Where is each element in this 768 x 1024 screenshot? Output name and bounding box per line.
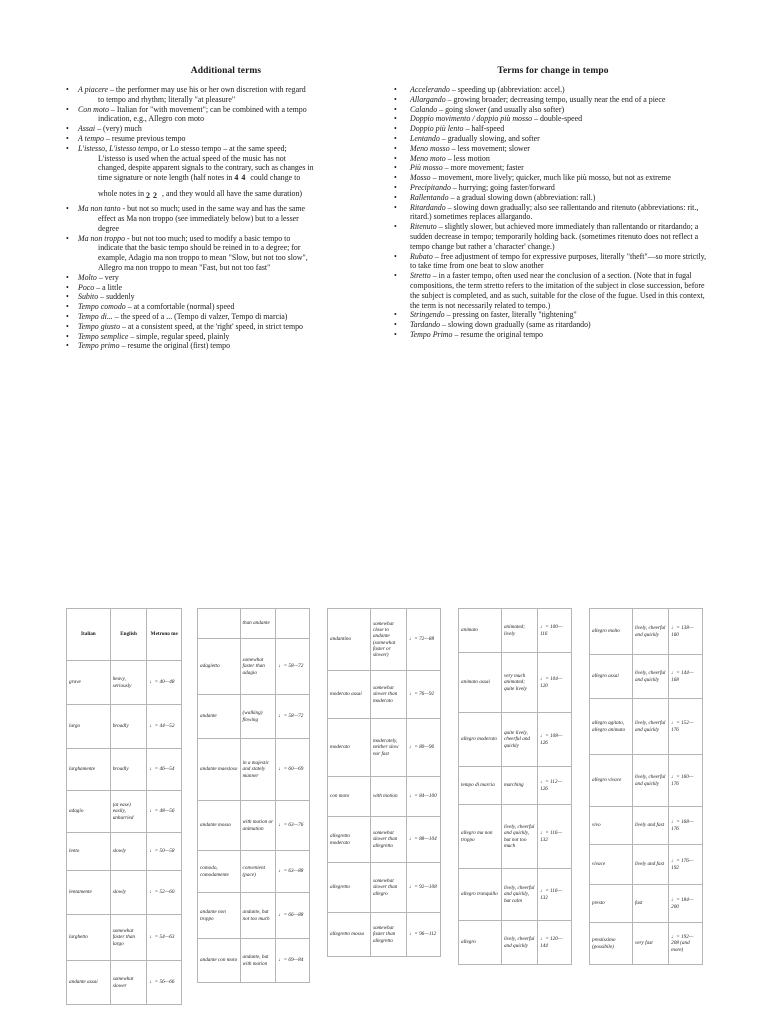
list-item: • Doppio più lento – half-speed: [394, 124, 505, 134]
english-meaning-cell: lively and fast: [632, 845, 668, 885]
table-header-cell: English: [110, 609, 147, 661]
table-row: [590, 699, 703, 755]
table-row: [590, 609, 703, 655]
list-item: • Tempo semplice – simple, regular speed, plainly: [66, 331, 230, 341]
english-meaning-cell: very much animated; quite lively: [501, 653, 537, 713]
italian-term-cell: tempo di marcia: [459, 767, 502, 805]
metronome-cell: ♩= 100—116: [538, 609, 572, 653]
table-row: [198, 851, 310, 893]
list-item: • Rubato – free adjustment of tempo for expressive purposes, literally "theft"—so more strictly, to take time from one beat to slow another: [394, 251, 707, 271]
table-row: [67, 961, 182, 1005]
additional-terms-list: [66, 85, 386, 351]
metronome-cell: ♩= 63—76: [276, 801, 310, 851]
italian-term-cell: andante assai: [67, 961, 111, 1005]
italian-term-cell: [198, 609, 241, 639]
italian-term-cell: allegro tranquillo: [459, 869, 502, 921]
table-header-cell: Italian: [67, 609, 111, 661]
list-item: • A piacere – the performer may use his or her own discretion with regard to tempo and rhythm; literally "at pleasure": [66, 85, 306, 104]
italian-term-cell: animato assai: [459, 653, 502, 713]
table-row: [459, 767, 572, 805]
metronome-cell: ♩= 46—54: [147, 749, 182, 791]
english-meaning-cell: with motion: [370, 777, 406, 817]
metronome-cell: ♩= 84—100: [407, 777, 441, 817]
list-item: • Ritenuto – slightly slower, but achieved more immediately than rallentando or ritardando; a sudden decrease in tempo; temporarily holding back. (sometimes ritenuto does not reflect a tempo change but rather a 'character' change.): [394, 222, 699, 251]
italian-term-cell: larghamente: [67, 749, 111, 791]
table-row: [328, 777, 441, 817]
metronome-cell: ♩= 160—176: [669, 755, 703, 807]
italian-term-cell: lentamente: [67, 871, 111, 915]
list-item: • L'istesso, L'istesso tempo, or Lo stesso tempo – at the same speed; L'istesso is used when the actual speed of the music has not changed, despite apparent signals to the contrary, such as changes in time signature or note length (half notes in 4 4 could change to whole notes in 2 2 , and they would all have the same duration): [66, 143, 314, 201]
additional-terms-heading: Additional terms: [190, 66, 262, 76]
metronome-cell: ♩= 48—56: [147, 791, 182, 833]
metronome-cell: ♩= 58—72: [276, 695, 310, 739]
metronome-cell: ♩= 184—200: [669, 885, 703, 923]
metronome-cell: ♩= 176—192: [669, 845, 703, 885]
english-meaning-cell: lively, cheerful and quickly: [632, 755, 668, 807]
table-row: [590, 655, 703, 699]
italian-term-cell: allegro ma non troppo: [459, 805, 502, 869]
italian-term-cell: vivo: [590, 807, 633, 845]
metronome-cell: ♩= 168—176: [669, 807, 703, 845]
italian-term-cell: allegretto: [328, 863, 371, 913]
table-row: [67, 791, 182, 833]
english-meaning-cell: broadly: [110, 705, 147, 749]
english-meaning-cell: lively, cheerful and quickly, but calm: [501, 869, 537, 921]
italian-term-cell: moderato assai: [328, 671, 371, 719]
list-item: • Doppio movimento / doppio più mosso – double-speed: [394, 114, 583, 124]
italian-term-cell: andantino: [328, 609, 371, 671]
italian-term-cell: larghetto: [67, 915, 111, 961]
metronome-cell: ♩= 116—132: [538, 805, 572, 869]
list-item: • Tempo Primo – resume the original tempo: [394, 329, 543, 339]
list-item: • Tardando – slowing down gradually (same as ritardando): [394, 320, 591, 330]
table-row: [198, 939, 310, 983]
metronome-cell: ♩= 80—96: [407, 719, 441, 777]
metronome-cell: ♩= 144—168: [669, 655, 703, 699]
italian-term-cell: allegretto mosso: [328, 913, 371, 957]
english-meaning-cell: with motion or animation: [240, 801, 276, 851]
list-item: • Con moto – Italian for "with movement"; can be combined with a tempo indication, e.g., Allegro con moto: [66, 104, 307, 124]
table-row: [459, 869, 572, 921]
metronome-cell: ♩= 138—160: [669, 609, 703, 655]
list-item: • Mosso – movement, more lively; quicker, much like più mosso, but not as extreme: [394, 173, 671, 183]
metronome-cell: ♩= 50—58: [147, 833, 182, 871]
list-item: • Meno moto – less motion: [394, 153, 490, 163]
english-meaning-cell: moderately, neither slow nor fast: [370, 719, 406, 777]
table-row: [459, 609, 572, 653]
list-item: • Stretto – in a faster tempo, often used near the conclusion of a section. (Note that in fugal compositions, the term stretto refers to the imitation of the subject in close succession, before the subject is completed, and as such, suitable for the close of the fugue. Used in this context, the term is not necessarily related to tempo.): [394, 271, 705, 310]
list-item: • Rallentando – a gradual slowing down (abbreviation: rall.): [394, 192, 596, 202]
italian-term-cell: allegro assai: [590, 655, 633, 699]
tempo-change-section: [394, 66, 712, 340]
list-item: • Accelerando – speeding up (abbreviation: accel.): [394, 85, 565, 94]
english-meaning-cell: (walking) flowing: [240, 695, 276, 739]
tempo-change-heading: Terms for change in tempo: [497, 66, 609, 76]
metronome-cell: ♩= 76—92: [407, 671, 441, 719]
english-meaning-cell: (at ease) easily, unhurried: [110, 791, 147, 833]
english-meaning-cell: convenient (pace): [240, 851, 276, 893]
metronome-cell: ♩= 92—108: [407, 863, 441, 913]
italian-term-cell: allegro: [459, 921, 502, 965]
italian-term-cell: andante non troppo: [198, 893, 241, 939]
list-item: • Poco – a little: [66, 282, 123, 292]
italian-term-cell: allegretto moderato: [328, 817, 371, 863]
metronome-cell: ♩= 116—132: [538, 869, 572, 921]
table-row: [328, 719, 441, 777]
metronome-cell: ♩= 96—112: [407, 913, 441, 957]
english-meaning-cell: quite lively, cheerful and quickly: [501, 713, 537, 767]
english-meaning-cell: somewhat slower: [110, 961, 147, 1005]
metronome-cell: ♩= 60—69: [276, 739, 310, 801]
english-meaning-cell: fast: [632, 885, 668, 923]
table-row: [67, 915, 182, 961]
metronome-cell: ♩= 44—52: [147, 705, 182, 749]
list-item: • Tempo comodo – at a comfortable (normal) speed: [66, 302, 235, 312]
english-meaning-cell: lively, cheerful and quickly: [632, 609, 668, 655]
english-meaning-cell: than andante: [240, 609, 276, 639]
english-meaning-cell: somewhat slower than allegro: [370, 863, 406, 913]
english-meaning-cell: somewhat slower than moderato: [370, 671, 406, 719]
italian-term-cell: adagio: [67, 791, 111, 833]
english-meaning-cell: very fast: [632, 923, 668, 965]
english-meaning-cell: somewhat close to andante (somewhat faster or slower): [370, 609, 406, 671]
table-row: [590, 845, 703, 885]
tempo-table-1: [66, 608, 182, 1005]
table-row: [590, 755, 703, 807]
english-meaning-cell: somewhat slower than allegretto: [370, 817, 406, 863]
english-meaning-cell: slowly: [110, 833, 147, 871]
table-row: [198, 609, 310, 639]
half-note-fraction: 4 4: [234, 173, 246, 183]
metronome-cell: ♩= 52—60: [147, 871, 182, 915]
metronome-cell: ♩= 58—72: [276, 639, 310, 695]
italian-term-cell: andante mosso: [198, 801, 241, 851]
metronome-cell: ♩= 69—84: [276, 939, 310, 983]
list-item: • Precipitando – hurrying; going faster/forward: [394, 182, 555, 192]
tempo-table-5: [589, 608, 703, 965]
list-item: • Lentando – gradually slowing, and softer: [394, 133, 540, 143]
english-meaning-cell: lively and fast: [632, 807, 668, 845]
list-item: • Stringendo – pressing on faster, literally "tightening": [394, 310, 577, 320]
table-row: [198, 893, 310, 939]
list-item: • Meno mosso – less movement; slower: [394, 143, 530, 153]
table-row: [328, 863, 441, 913]
list-item: • Tempo primo – resume the original (first) tempo: [66, 341, 231, 351]
italian-term-cell: largo: [67, 705, 111, 749]
metronome-cell: ♩= 56—66: [147, 961, 182, 1005]
italian-term-cell: adagietto: [198, 639, 241, 695]
english-meaning-cell: heavy, seriously: [110, 661, 147, 705]
table-row: [198, 801, 310, 851]
list-item: • Tempo di... – the speed of a ... (Tempo di valzer, Tempo di marcia): [66, 311, 288, 321]
metronome-cell: ♩= 72—88: [407, 609, 441, 671]
table-row: [328, 671, 441, 719]
italian-term-cell: moderato: [328, 719, 371, 777]
metronome-cell: ♩= 152—176: [669, 699, 703, 755]
table-row: [198, 695, 310, 739]
metronome-cell: ♩= 104—120: [538, 653, 572, 713]
italian-term-cell: allegro molto: [590, 609, 633, 655]
table-row: [67, 871, 182, 915]
english-meaning-cell: andante, but not too much: [240, 893, 276, 939]
english-meaning-cell: lively, cheerful and quickly: [632, 655, 668, 699]
table-row: [590, 923, 703, 965]
english-meaning-cell: somewhat faster than adagio: [240, 639, 276, 695]
english-meaning-cell: lively, cheerful and quickly, but not too much: [501, 805, 537, 869]
metronome-cell: ♩= 108—126: [538, 713, 572, 767]
metronome-cell: ♩= 54—63: [147, 915, 182, 961]
list-item: • Ritardando – slowing down gradually; also see rallentando and ritenuto (abbreviations: rit., ritard.) sometimes replaces allargando.: [394, 202, 699, 222]
italian-term-cell: vivace: [590, 845, 633, 885]
english-meaning-cell: slowly: [110, 871, 147, 915]
table-row: [67, 705, 182, 749]
tempo-change-list: [394, 85, 712, 340]
table-row: [459, 653, 572, 713]
table-row: [328, 817, 441, 863]
metronome-cell: ♩= 88—104: [407, 817, 441, 863]
english-meaning-cell: marching: [501, 767, 537, 805]
table-row: [67, 661, 182, 705]
table-row: [328, 609, 441, 671]
table-header-row: [67, 609, 182, 661]
table-row: [459, 713, 572, 767]
list-item: • Tempo giusto – at a consistent speed, at the 'right' speed, in strict tempo: [66, 321, 303, 331]
italian-term-cell: allegro agitato, allegro animato: [590, 699, 633, 755]
english-meaning-cell: broadly: [110, 749, 147, 791]
list-item: • Calando – going slower (and usually also softer): [394, 104, 565, 114]
additional-terms-section: [66, 66, 386, 351]
metronome-cell: ♩= 120—144: [538, 921, 572, 965]
italian-term-cell: animato: [459, 609, 502, 653]
italian-term-cell: prestissimo (possibile): [590, 923, 633, 965]
italian-term-cell: comodo, comodamente: [198, 851, 241, 893]
table-row: [459, 805, 572, 869]
list-item: • Assai – (very) much: [66, 124, 142, 134]
metronome-cell: ♩= 66—88: [276, 893, 310, 939]
metronome-cell: ♩= 192—208 (and more): [669, 923, 703, 965]
list-item: • Allargando – growing broader; decreasing tempo, usually near the end of a piece: [394, 94, 666, 104]
list-item: • Più mosso – more movement; faster: [394, 163, 524, 173]
english-meaning-cell: andante, but with motion: [240, 939, 276, 983]
english-meaning-cell: animated; lively: [501, 609, 537, 653]
list-item: • Subito – suddenly: [66, 292, 135, 302]
table-row: [590, 807, 703, 845]
table-row: [198, 639, 310, 695]
metronome-cell: ♩= 112—126: [538, 767, 572, 805]
italian-term-cell: andante maestoso: [198, 739, 241, 801]
list-item: • Molto – very: [66, 272, 119, 282]
tempo-table-4: [458, 608, 572, 965]
italian-term-cell: con moto: [328, 777, 371, 817]
table-row: [198, 739, 310, 801]
table-row: [459, 921, 572, 965]
table-row: [590, 885, 703, 923]
list-item: • Ma non tanto - but not so much; used in the same way and has the same effect as Ma non troppo (see immediately below) but to a lesser degree: [66, 204, 306, 233]
italian-term-cell: andante: [198, 695, 241, 739]
table-row: [67, 833, 182, 871]
italian-term-cell: lento: [67, 833, 111, 871]
italian-term-cell: presto: [590, 885, 633, 923]
english-meaning-cell: lively, cheerful and quickly: [501, 921, 537, 965]
list-item: • A tempo – resume previous tempo: [66, 133, 186, 143]
table-header-cell: Metrono me: [147, 609, 182, 661]
metronome-cell: ♩= 63—88: [276, 851, 310, 893]
italian-term-cell: andante con moto: [198, 939, 241, 983]
table-row: [67, 749, 182, 791]
english-meaning-cell: lively, cheerful and quickly: [632, 699, 668, 755]
metronome-cell: [276, 609, 310, 639]
english-meaning-cell: somewhat faster than allegretto: [370, 913, 406, 957]
english-meaning-cell: somewhat faster than largo: [110, 915, 147, 961]
italian-term-cell: grave: [67, 661, 111, 705]
tempo-table-3: [327, 608, 441, 957]
list-item: • Ma non troppo - but not too much; used to modify a basic tempo to indicate that the basic tempo should be reined in to a degree; for example, Adagio ma non troppo to mean "Slow, but not too slow", Allegro ma non troppo to mean "Fast, but not too fast": [66, 233, 308, 272]
english-meaning-cell: in a majestic and stately manner: [240, 739, 276, 801]
metronome-cell: ♩= 40—48: [147, 661, 182, 705]
tempo-table-2: [197, 608, 310, 983]
italian-term-cell: allegro moderato: [459, 713, 502, 767]
table-row: [328, 913, 441, 957]
whole-note-fraction: 2 2: [146, 191, 158, 201]
italian-term-cell: allegro vivace: [590, 755, 633, 807]
